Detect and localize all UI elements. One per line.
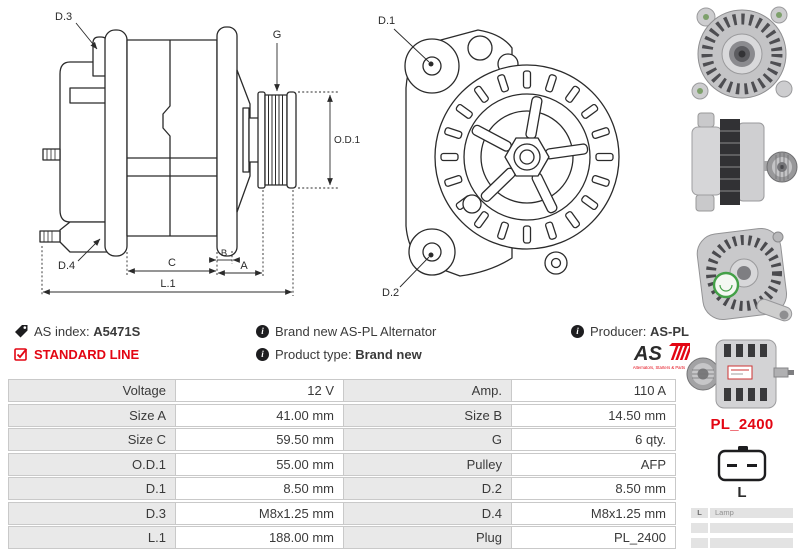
dim-label-g: G [272,29,282,41]
shaft-collar [243,108,249,172]
rear-housing [60,62,110,222]
spec-row [8,379,676,402]
front-view-drawing [360,0,682,310]
dim-label-od1: O.D.1 [334,135,361,146]
as-pl-logo-mark [628,343,690,363]
legend-row [691,538,793,548]
legend-desc-cell [710,538,793,548]
standard-line-label: STANDARD LINE [34,346,140,362]
spec-row [8,404,676,427]
spec-row [8,502,676,525]
product-info-bar [0,319,689,379]
dim-label-d3: D.3 [55,11,73,23]
product-photo-3[interactable] [686,219,798,332]
brand-new-info [256,323,436,339]
spec-value-cell: PL_2400 [512,526,676,549]
svg-text:AS: AS [634,343,662,363]
spec-label-cell: D.3 [8,502,176,525]
info-icon: i [256,348,269,361]
spec-value-cell: 110 A [512,379,676,402]
spec-value-cell: 12 V [176,379,344,402]
as-index-value: A5471S [93,323,141,339]
dim-label-d4: D.4 [58,260,76,272]
spec-label-cell: D.4 [344,502,512,525]
rear-slot [70,88,110,103]
as-pl-logo [624,343,694,373]
legend-pin-cell [691,538,708,548]
spec-value-cell: M8x1.25 mm [176,502,344,525]
spec-label-cell: G [344,428,512,451]
dim-label-d1: D.1 [378,15,396,27]
brand-new-text: Brand new AS-PL Alternator [275,323,437,339]
legend-pin-cell: L [691,508,708,518]
spec-label-cell: Size A [8,404,176,427]
tag-icon [14,324,28,338]
as-index [14,323,140,339]
leader-d3 [76,23,97,49]
spec-value-cell: 8.50 mm [512,477,676,500]
plug-section [684,416,800,553]
lower-bolt [40,231,60,242]
spec-label-cell: L.1 [8,526,176,549]
rear-bracket-plate [105,30,127,256]
spec-label-cell: Size B [344,404,512,427]
dim-label-c: C [168,257,176,269]
spec-table [8,379,676,551]
pulley [258,92,296,188]
spec-value-cell: 55.00 mm [176,453,344,476]
producer-info [571,323,689,339]
dim-label-l1: L.1 [160,278,176,290]
spec-value-cell: 41.00 mm [176,404,344,427]
spec-row [8,453,676,476]
spec-label-cell: D.2 [344,477,512,500]
product-photo-1[interactable] [686,3,798,105]
mounting-lug-bottom [60,222,107,252]
dim-label-d2: D.2 [382,287,400,299]
spec-label-cell: Amp. [344,379,512,402]
producer-value: AS-PL [650,323,689,339]
dim-label-b: B [220,248,228,259]
spec-label-cell: Plug [344,526,512,549]
terminal-bolt [43,149,60,160]
spec-label-cell: D.1 [8,477,176,500]
stator-body [127,40,217,236]
spec-row [8,477,676,500]
plug-connector-drawing [714,444,770,482]
alternator-side-body [40,27,296,256]
front-bracket-plate [217,27,237,256]
product-type-label: Product type: [275,346,352,362]
as-pl-logo-tagline: Alternators, Starters & Parts [632,366,686,371]
legend-row [691,523,793,533]
spec-row [8,428,676,451]
checkbox-icon [14,347,28,361]
spec-row [8,526,676,549]
plug-legend [691,508,793,548]
side-view-drawing [0,0,362,310]
product-type-value: Brand new [355,346,422,362]
product-photo-2[interactable] [686,107,798,217]
spec-label-cell: Pulley [344,453,512,476]
spec-label-cell: Voltage [8,379,176,402]
spec-value-cell: 14.50 mm [512,404,676,427]
product-type-info [256,346,422,362]
legend-desc-cell: Lamp [710,508,793,518]
plug-name: PL_2400 [710,416,774,433]
spec-value-cell: 188.00 mm [176,526,344,549]
info-icon: i [571,325,584,338]
legend-row [691,508,793,518]
legend-desc-cell [710,523,793,533]
spec-value-cell: 8.50 mm [176,477,344,500]
plug-terminal [747,464,757,467]
standard-line-badge [14,346,139,362]
product-photo-4[interactable] [686,332,798,416]
producer-label: Producer: [590,323,647,339]
info-icon: i [256,325,269,338]
alternator-front-body [405,30,619,276]
plug-terminal [727,464,737,467]
legend-pin-cell [691,523,708,533]
spec-label-cell: O.D.1 [8,453,176,476]
spec-value-cell: 6 qty. [512,428,676,451]
as-index-label: AS index: [34,323,90,339]
spec-value-cell: M8x1.25 mm [512,502,676,525]
spec-value-cell: 59.50 mm [176,428,344,451]
dim-label-a: A [240,260,248,272]
spec-label-cell: Size C [8,428,176,451]
spec-value-cell: AFP [512,453,676,476]
plug-pin-label: L [737,484,747,501]
